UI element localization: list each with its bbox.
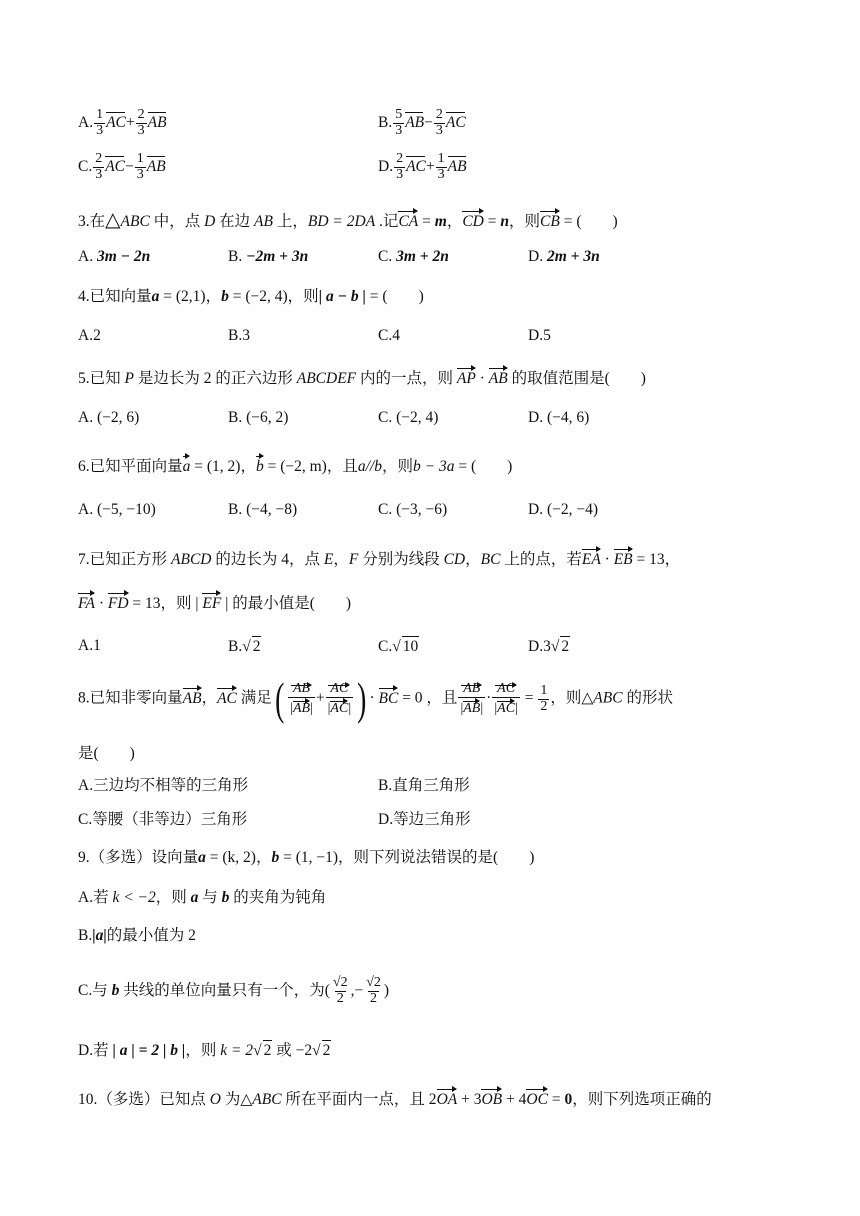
q3-option-c: C. 3m + 2n bbox=[378, 248, 449, 265]
q5-option-d: D. (−4, 6) bbox=[528, 409, 590, 426]
q5-option-a: A. (−2, 6) bbox=[78, 409, 140, 426]
q4-option-b: B.3 bbox=[228, 327, 250, 344]
q4-option-a: A.2 bbox=[78, 327, 101, 344]
q4-option-d: D.5 bbox=[528, 327, 551, 344]
q8-option-d: D.等边三角形 bbox=[378, 811, 471, 828]
q9-stem: 9.（多选）设向量a = (k, 2)，b = (1, −1)，则下列说法错误的是( ) bbox=[78, 849, 535, 866]
q6-option-c: C. (−3, −6) bbox=[378, 501, 448, 518]
q7-option-b: B.√ 2 bbox=[228, 638, 261, 655]
q9-option-b: B.|a|的最小值为 2 bbox=[78, 927, 196, 944]
q6-option-a: A. (−5, −10) bbox=[78, 501, 156, 518]
q8-option-b: B.直角三角形 bbox=[378, 777, 470, 794]
q4-option-c: C.4 bbox=[378, 327, 400, 344]
q3-option-d: D. 2m + 3n bbox=[528, 248, 600, 265]
q7-option-c: C.√ 10 bbox=[378, 638, 419, 655]
q5-stem: 5.已知 P 是边长为 2 的正六边形 ABCDEF 内的一点，则 AP · AB 的取值范围是( ) bbox=[78, 365, 646, 388]
q9-option-a: A.若 k < −2，则 a 与 b 的夹角为钝角 bbox=[78, 889, 327, 906]
q4-stem: 4.已知向量a = (2,1)，b = (−2, 4)，则| a − b | = ( ) bbox=[78, 288, 424, 305]
q3-stem: 3.在△ABC 中，点 D 在边 AB 上，BD = 2DA .记CA = m，CD = n，则CB = ( ) bbox=[78, 209, 618, 231]
q8-option-a: A.三边均不相等的三角形 bbox=[78, 777, 249, 794]
q2-option-b: B. $\frac{5}{3}$ AB− $\frac{2}{3}$ AC bbox=[378, 107, 466, 138]
q7-stem-line2: FA · FD = 13，则 | EF | 的最小值是( ) bbox=[78, 590, 351, 613]
q8-option-c: C.等腰（非等边）三角形 bbox=[78, 811, 248, 828]
q7-stem-line1: 7.已知正方形 ABCD 的边长为 4，点 E，F 分别为线段 CD，BC 上的点，若EA · EB = 13， bbox=[78, 546, 680, 569]
q2-option-c: C. $\frac{2}{3}$ AC− $\frac{1}{3}$ AB bbox=[78, 151, 166, 182]
q7-option-d: D.3√ 2 bbox=[528, 638, 570, 655]
q10-stem: 10.（多选）已知点 O 为△ABC 所在平面内一点，且 2OA + 3OB + 4OC = 0，则下列选项正确的 bbox=[78, 1086, 712, 1109]
q2-option-d: D. $\frac{2}{3}$ AC+ $\frac{1}{3}$ AB bbox=[378, 151, 467, 182]
q3-option-b: B. −2m + 3n bbox=[228, 248, 309, 265]
q3-option-a: A. 3m − 2n bbox=[78, 248, 151, 265]
q7-option-a: A.1 bbox=[78, 637, 101, 654]
q5-option-c: C. (−2, 4) bbox=[378, 409, 439, 426]
q8-stem-line1: 8.已知非零向量AB，AC 满足( $\frac{AB}{|AB|}$ + $\frac{AC}{|AC|}$ ) · BC = 0 ，且 $\frac{AB}{|AB|}$ · $\frac{AC}{|AC|}$ = $\frac{1}{2}$ ，则△ABC 的形状 bbox=[78, 673, 673, 724]
q9-option-d: D.若 | a | = 2 | b |，则 k = 2√ 2 或 −2√ 2 bbox=[78, 1042, 331, 1059]
q6-option-b: B. (−4, −8) bbox=[228, 501, 298, 518]
q6-option-d: D. (−2, −4) bbox=[528, 501, 598, 518]
q9-option-c: C.与 b 共线的单位向量只有一个，为( $\frac{√2}{2}$ ,− $\frac{√2}{2}$ ) bbox=[78, 975, 390, 1006]
q8-stem-line2: 是( ) bbox=[78, 745, 135, 762]
q2-option-a: A. $\frac{1}{3}$ AC+ $\frac{2}{3}$ AB bbox=[78, 107, 167, 138]
q6-stem: 6.已知平面向量a = (1, 2)，b = (−2, m)，且a//b，则b − 3a = ( ) bbox=[78, 453, 512, 476]
q5-option-b: B. (−6, 2) bbox=[228, 409, 289, 426]
